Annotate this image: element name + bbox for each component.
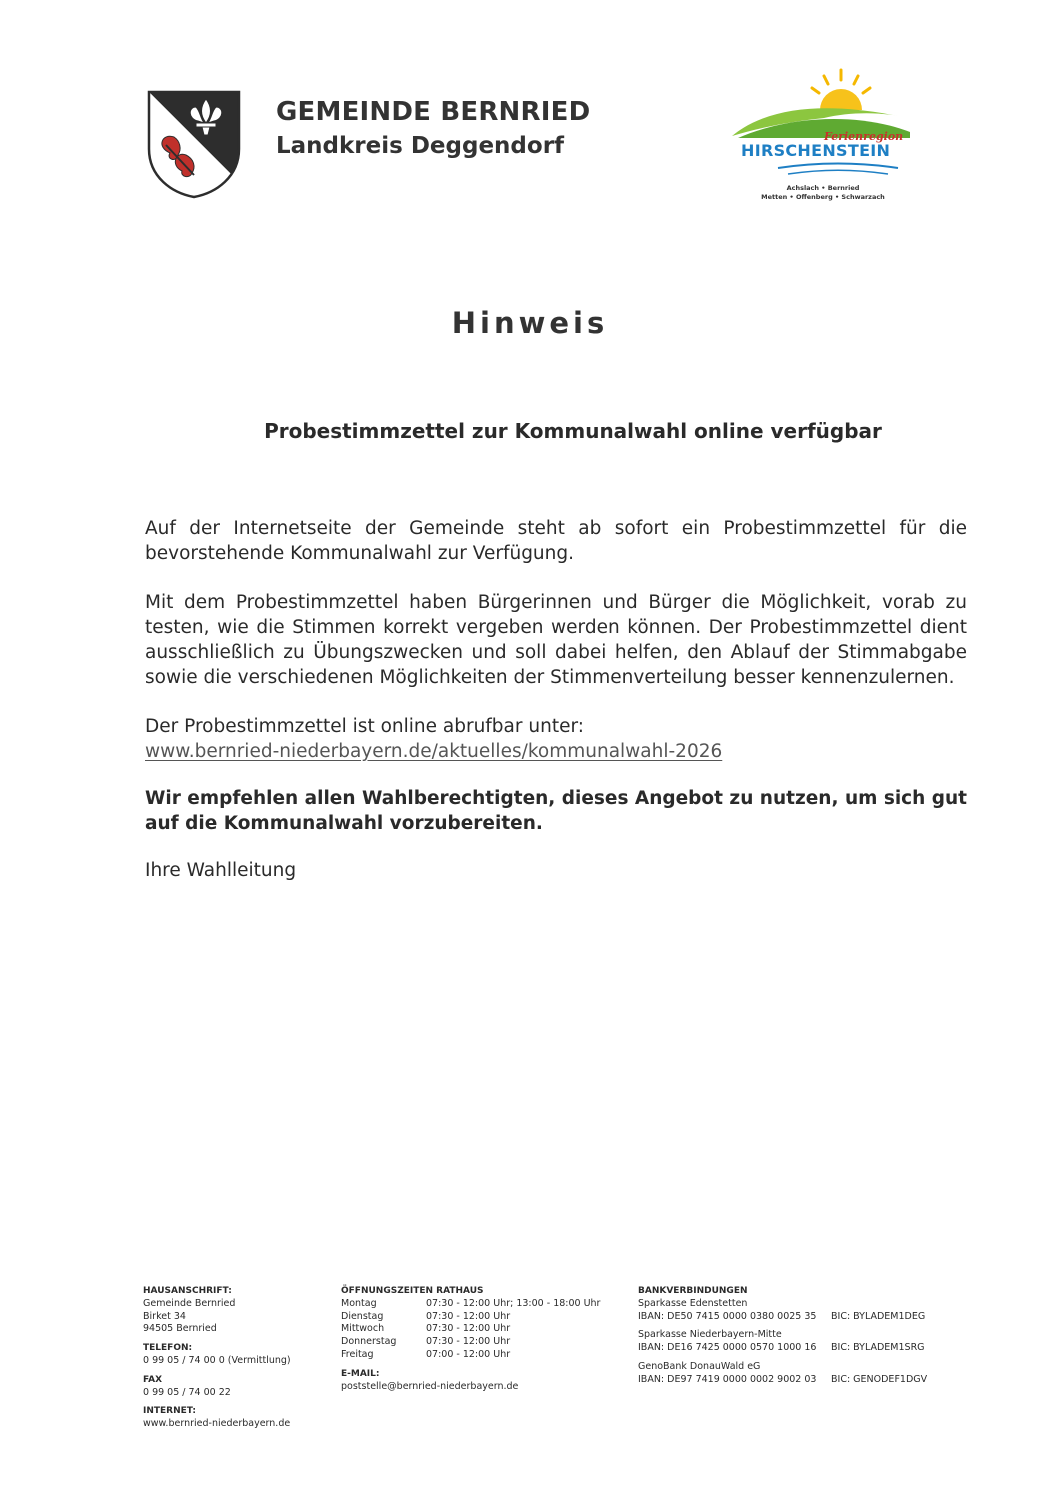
hours-time: 07:30 - 12:00 Uhr xyxy=(426,1310,511,1322)
bank-name: Sparkasse Edenstetten xyxy=(638,1297,748,1309)
bank-iban: IBAN: DE97 7419 0000 0002 9002 03 xyxy=(638,1373,817,1385)
hours-day: Donnerstag xyxy=(341,1336,397,1348)
footer-hours xyxy=(341,1285,631,1393)
bank-bic: BIC: GENODEF1DGV xyxy=(831,1373,928,1385)
bank-bic: BIC: BYLADEM1DEG xyxy=(831,1310,926,1322)
hours-time: 07:30 - 12:00 Uhr; 13:00 - 18:00 Uhr xyxy=(426,1297,601,1309)
notice-title: Hinweis xyxy=(451,306,609,340)
fax-value: 0 99 05 / 74 00 22 xyxy=(143,1386,231,1398)
hours-time: 07:30 - 12:00 Uhr xyxy=(426,1336,511,1348)
region-towns-line-1: Achslach • Bernried xyxy=(786,184,860,192)
hours-day: Freitag xyxy=(341,1348,374,1360)
hours-day: Dienstag xyxy=(341,1310,384,1322)
internet-heading: INTERNET: xyxy=(143,1406,197,1417)
hours-day: Montag xyxy=(341,1297,377,1309)
recommendation-text: Wir empfehlen allen Wahlberechtigten, dieses Angebot zu nutzen, um sich gut auf die Kommunalwahl vorzubereiten. xyxy=(145,788,968,834)
fax-heading: FAX xyxy=(143,1374,163,1385)
internet-value[interactable]: www.bernried-niederbayern.de xyxy=(143,1418,291,1430)
bank-name: Sparkasse Niederbayern-Mitte xyxy=(638,1329,782,1341)
phone-heading: TELEFON: xyxy=(143,1343,193,1354)
email-value[interactable]: poststelle@bernried-niederbayern.de xyxy=(341,1380,519,1392)
bank-details xyxy=(638,1311,958,1324)
hours-row xyxy=(341,1336,631,1349)
notice-body xyxy=(145,516,967,883)
bank-bic: BIC: BYLADEM1SRG xyxy=(831,1342,925,1354)
hours-heading: ÖFFNUNGSZEITEN RATHAUS xyxy=(341,1286,484,1296)
municipal-coat-of-arms-icon xyxy=(146,89,242,199)
region-towns xyxy=(748,184,898,202)
paragraph-availability: Auf der Internetseite der Gemeinde steht ab sofort ein Probestimmzettel für die bevorstehende Kommunalwahl zur Verfügung. xyxy=(145,518,967,564)
address-line: Birket 34 xyxy=(143,1310,186,1322)
region-towns-line-2: Metten • Offenberg • Schwarzach xyxy=(761,193,885,201)
email-heading: E-MAIL: xyxy=(341,1368,380,1379)
banks-heading: BANKVERBINDUNGEN xyxy=(638,1286,748,1296)
paragraph-purpose: Mit dem Probestimmzettel haben Bürgerinnen und Bürger die Möglichkeit, vorab zu testen, wie die Stimmen korrekt vergeben werden können. Der Probestimmzettel dient ausschließlich zu Übungszwecken und soll dabei helfen, den Ablauf der Stimmabgabe sowie die verschiedenen Möglichkeiten der Stimmenverteilung besser kennenzulernen. xyxy=(145,592,967,688)
municipality-name: GEMEINDE BERNRIED xyxy=(276,97,591,127)
hours-time: 07:30 - 12:00 Uhr xyxy=(426,1323,511,1335)
phone-value: 0 99 05 / 74 00 0 (Vermittlung) xyxy=(143,1354,291,1366)
ballot-link[interactable]: www.bernried-niederbayern.de/aktuelles/kommunalwahl-2026 xyxy=(145,741,723,762)
signature: Ihre Wahlleitung xyxy=(145,860,297,881)
hours-day: Mittwoch xyxy=(341,1323,385,1335)
hours-time: 07:00 - 12:00 Uhr xyxy=(426,1348,511,1360)
address-heading: HAUSANSCHRIFT: xyxy=(143,1286,232,1296)
footer-banks xyxy=(638,1285,958,1387)
district-name: Landkreis Deggendorf xyxy=(276,133,565,159)
bank-name: GenoBank DonauWald eG xyxy=(638,1360,761,1372)
hours-row xyxy=(341,1298,631,1311)
link-intro: Der Probestimmzettel ist online abrufbar unter: xyxy=(145,716,584,737)
paragraph-link xyxy=(145,714,967,764)
bank-iban: IBAN: DE16 7425 0000 0570 1000 16 xyxy=(638,1342,817,1354)
region-label-small: Ferienregion xyxy=(824,130,904,143)
hours-row xyxy=(341,1311,631,1324)
footer-contact xyxy=(143,1285,323,1431)
bank-iban: IBAN: DE50 7415 0000 0380 0025 35 xyxy=(638,1310,817,1322)
bank-details xyxy=(638,1342,958,1355)
hours-row xyxy=(341,1349,631,1362)
region-name: HIRSCHENSTEIN xyxy=(741,141,891,160)
address-line: 94505 Bernried xyxy=(143,1323,217,1335)
hours-row xyxy=(341,1323,631,1336)
municipality-header xyxy=(276,97,590,159)
bank-details xyxy=(638,1374,958,1387)
address-line: Gemeinde Bernried xyxy=(143,1297,236,1309)
notice-subtitle: Probestimmzettel zur Kommunalwahl online verfügbar xyxy=(264,419,882,443)
